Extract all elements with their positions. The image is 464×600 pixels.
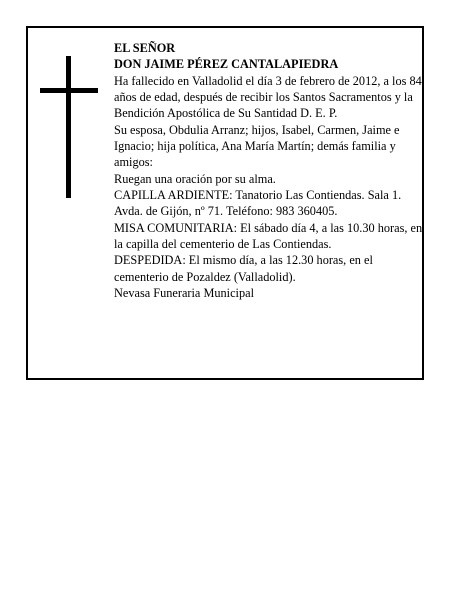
cross-icon xyxy=(40,56,100,200)
notice-text xyxy=(114,40,424,302)
farewell-info: DESPEDIDA: El mismo día, a las 12.30 horas, en el cementerio de Pozaldez (Valladolid). xyxy=(114,253,373,284)
funeral-home: Nevasa Funeraria Municipal xyxy=(114,286,254,301)
funeral-chapel-info: CAPILLA ARDIENTE: Tanatorio Las Contiendas. Sala 1. Avda. de Gijón, nº 71. Teléfono: 983 360405. xyxy=(114,188,402,219)
cross-vertical-bar xyxy=(66,56,71,198)
notice-heading: EL SEÑOR xyxy=(114,41,176,55)
deceased-name: DON JAIME PÉREZ CANTALAPIEDRA xyxy=(114,57,339,72)
mass-info: MISA COMUNITARIA: El sábado día 4, a las 10.30 horas, en la capilla del cementerio de Las Contiendas. xyxy=(114,220,423,252)
death-announcement: Ha fallecido en Valladolid el día 3 de febrero de 2012, a los 84 años de edad, después de recibir los Santos Sacramentos y la Bendición Apostólica de Su Santidad D. E. P. xyxy=(114,73,422,121)
cross-horizontal-bar xyxy=(40,88,98,93)
family-list: Su esposa, Obdulia Arranz; hijos, Isabel, Carmen, Jaime e Ignacio; hija política, Ana María Martín; demás familia y amigos: xyxy=(114,122,400,170)
prayer-request: Ruegan una oración por su alma. xyxy=(114,171,276,186)
obituary-notice xyxy=(26,26,424,380)
